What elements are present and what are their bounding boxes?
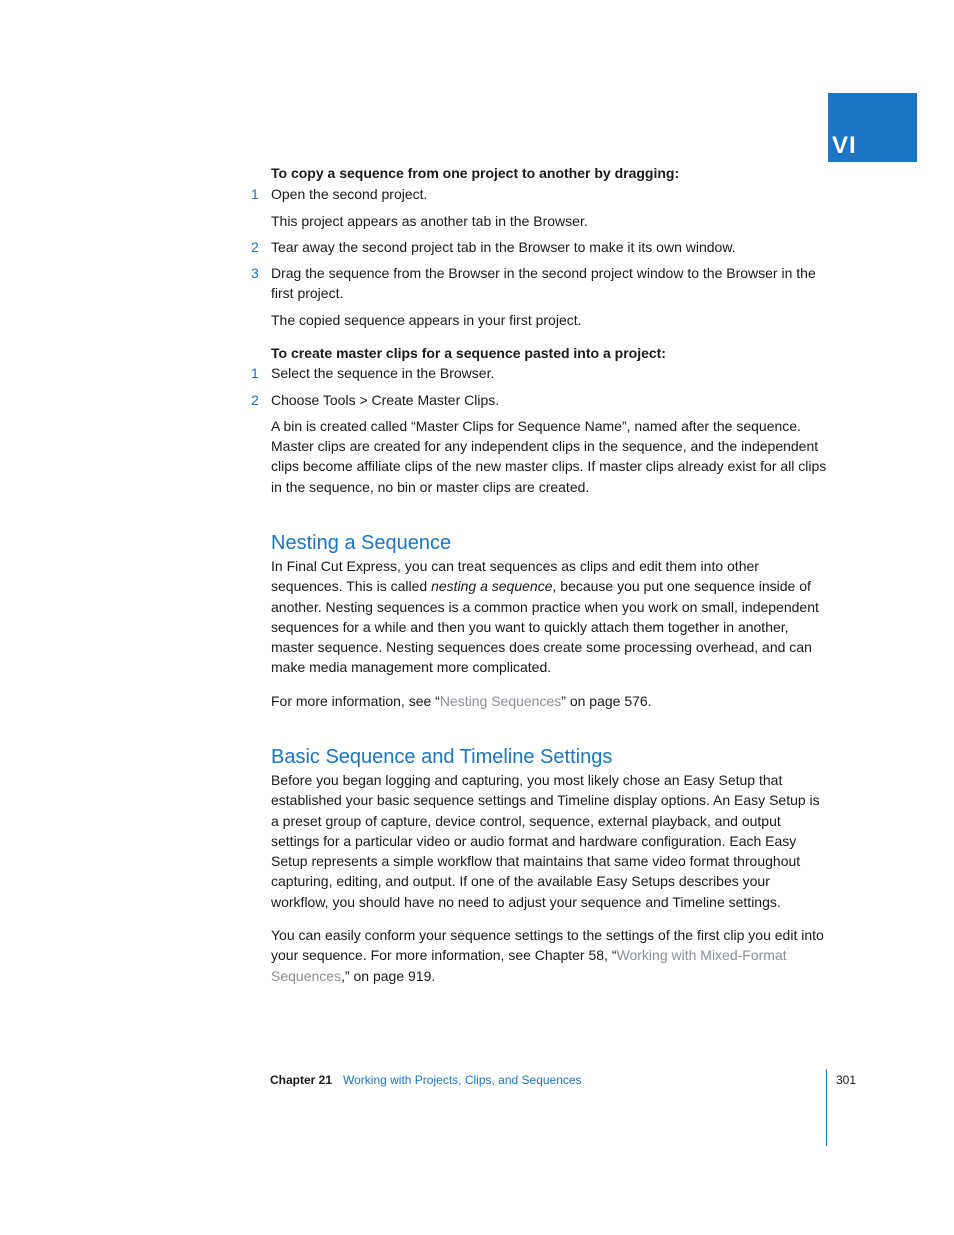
body-paragraph: Before you began logging and capturing, you most likely chose an Easy Setup that established your basic sequence settings and Timeline display options. An Easy Setup is a preset group of capture, device control, sequence, external playback, and output settings for a particular video or audio format and hardware configuration. Each Easy Setup represents a simple workflow that maintains that same video format throughout capturing, editing, and output. If one of the available Easy Setups describes your workflow, you should have no need to adjust your sequence and Timeline settings.	[271, 772, 820, 910]
section-copy-sequence	[251, 163, 827, 330]
section-create-master-clips	[251, 343, 827, 497]
text-run: In Final Cut Express, you can treat sequences as clips and edit them into other sequences. This is called	[271, 558, 759, 595]
text-run: , because you put one sequence inside of another. Nesting sequences is a common practice when you work on small, independent sequences for a while and then you want to quickly attach them together in another, master sequence. Nesting sequences does create some processing overhead, and can make media management more complicated.	[271, 578, 819, 676]
step-item	[251, 237, 827, 257]
footer-chapter-label: Chapter 21	[270, 1073, 333, 1087]
step-number: 1	[251, 186, 259, 203]
step-text: Open the second project.	[271, 186, 428, 203]
step-text: Select the sequence in the Browser.	[271, 365, 495, 382]
step-item	[251, 184, 827, 204]
step-note: A bin is created called “Master Clips for Sequence Name”, named after the sequence. Master clips are created for any independent clips in the sequence, and the independent clips become affiliate clips of the new master clips. If master clips already exist for all clips in the sequence, no bin or master clips are created.	[271, 417, 827, 495]
text-run: For more information, see “	[271, 692, 440, 709]
emphasis-text: nesting a sequence	[431, 578, 553, 595]
step-item	[251, 363, 827, 383]
step-item	[251, 390, 827, 410]
step-number: 1	[251, 365, 259, 382]
step-note: The copied sequence appears in your first project.	[271, 311, 582, 328]
section-basic-settings	[271, 744, 827, 986]
body-paragraph	[271, 691, 827, 711]
step-text: Choose Tools > Create Master Clips.	[271, 391, 500, 408]
step-note: This project appears as another tab in the Browser.	[271, 212, 588, 229]
footer-chapter-title: Working with Projects, Clips, and Sequences	[343, 1073, 582, 1087]
procedure-heading: To copy a sequence from one project to another by dragging:	[271, 165, 680, 181]
step-number: 2	[251, 391, 259, 408]
procedure-heading: To create master clips for a sequence pasted into a project:	[271, 345, 666, 361]
cross-reference-link[interactable]: Nesting Sequences	[439, 692, 562, 709]
section-heading: Basic Sequence and Timeline Settings	[271, 746, 613, 768]
step-text: Tear away the second project tab in the Browser to make it its own window.	[271, 238, 736, 255]
page-number: 301	[836, 1073, 857, 1087]
body-paragraph	[271, 556, 827, 678]
step-item	[251, 263, 827, 304]
step-number: 2	[251, 238, 259, 255]
text-run: ,” on page 919.	[341, 967, 436, 984]
part-tab	[828, 93, 917, 162]
section-heading: Nesting a Sequence	[271, 532, 452, 554]
cross-reference-link[interactable]: Working with Mixed-Format Sequences	[271, 947, 787, 984]
step-text: Drag the sequence from the Browser in the second project window to the Browser in the first project.	[271, 265, 816, 302]
body-paragraph	[271, 925, 827, 986]
part-tab-label: VI	[832, 132, 857, 159]
footer-divider	[826, 1069, 827, 1146]
step-number: 3	[251, 265, 259, 282]
text-run: ” on page 576.	[561, 692, 652, 709]
text-run: You can easily conform your sequence settings to the settings of the first clip you edit into your sequence. For more information, see Chapter 58, “	[271, 927, 824, 964]
section-nesting	[271, 530, 827, 711]
